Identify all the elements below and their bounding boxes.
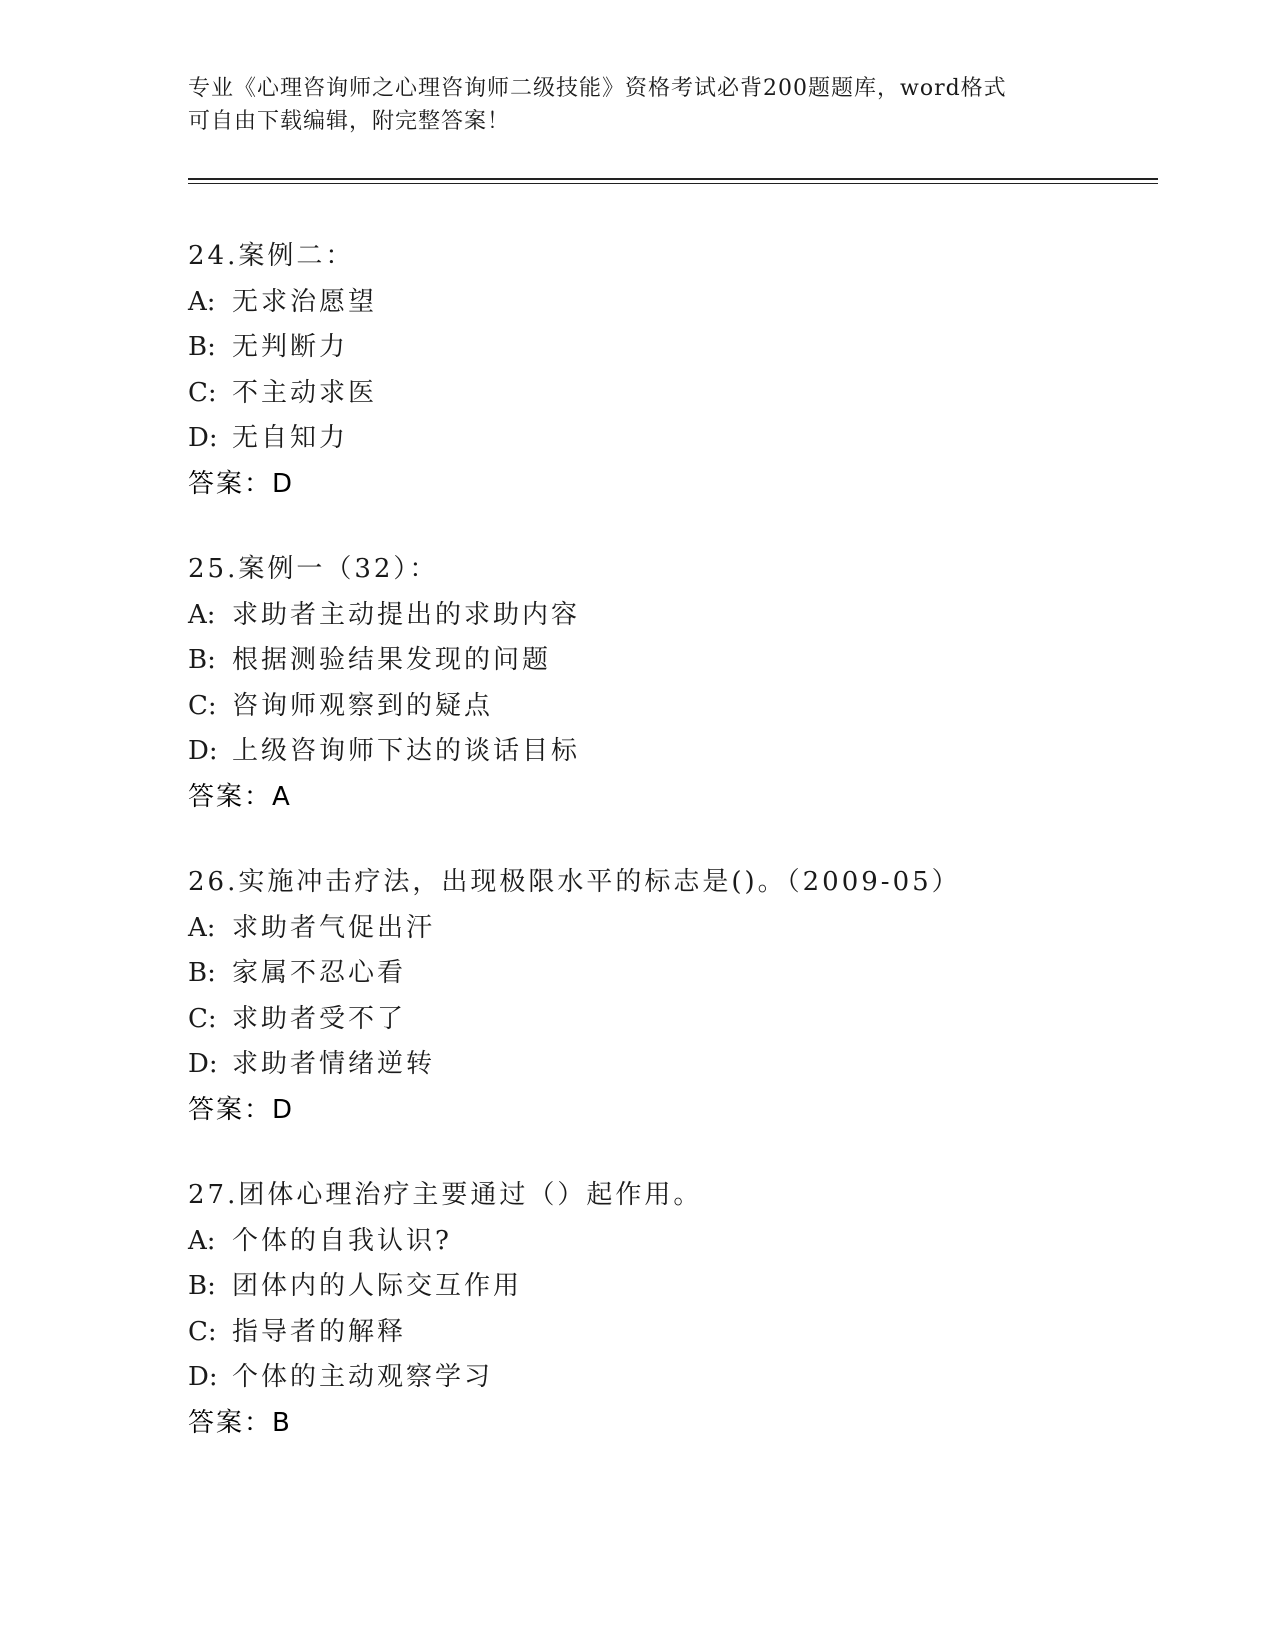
- document-header: [188, 72, 1088, 138]
- option-a: [188, 1219, 1148, 1265]
- answer-line: 答案：D: [188, 1094, 295, 1125]
- header-divider-thick: [188, 178, 1158, 180]
- option-b: [188, 1264, 1148, 1310]
- option-d: [188, 729, 1148, 775]
- option-letter: C:: [188, 377, 217, 408]
- question-list: [188, 234, 1148, 1486]
- option-letter: B:: [188, 958, 216, 988]
- question-27: [188, 1173, 1148, 1446]
- question-stem: 24.案例二：: [188, 241, 355, 271]
- option-text: 团体内的人际交互作用: [232, 1271, 523, 1301]
- answer-line: 答案：B: [188, 1407, 292, 1438]
- option-letter: D:: [188, 1049, 218, 1079]
- option-letter: D:: [188, 1362, 218, 1392]
- option-text: 个体的主动观察学习: [232, 1362, 494, 1392]
- question-25: [188, 547, 1148, 820]
- option-letter: A:: [188, 286, 216, 317]
- option-c: [188, 997, 1148, 1043]
- option-text: 上级咨询师下达的谈话目标: [232, 736, 581, 766]
- option-c: [188, 684, 1148, 730]
- option-letter: C:: [188, 1003, 217, 1034]
- option-text: 家属不忍心看: [232, 958, 407, 988]
- option-b: [188, 638, 1148, 684]
- option-text: 求助者受不了: [232, 1003, 407, 1034]
- option-text: 求助者气促出汗: [232, 912, 436, 943]
- option-text: 无自知力: [232, 423, 349, 453]
- question-24: [188, 234, 1148, 507]
- option-a: [188, 593, 1148, 639]
- header-line-2: 可自由下载编辑，附完整答案！: [188, 109, 511, 134]
- option-text: 根据测验结果发现的问题: [232, 645, 552, 675]
- option-d: [188, 416, 1148, 462]
- option-d: [188, 1355, 1148, 1401]
- question-26: [188, 860, 1148, 1133]
- option-text: 无判断力: [232, 332, 349, 362]
- option-letter: A:: [188, 912, 216, 943]
- option-d: [188, 1042, 1148, 1088]
- option-text: 求助者主动提出的求助内容: [232, 599, 581, 630]
- option-text: 不主动求医: [232, 377, 378, 408]
- option-letter: C:: [188, 690, 217, 721]
- option-text: 指导者的解释: [232, 1316, 407, 1347]
- option-a: [188, 280, 1148, 326]
- option-letter: B:: [188, 332, 216, 362]
- question-stem: 27.团体心理治疗主要通过（）起作用。: [188, 1180, 703, 1210]
- option-b: [188, 951, 1148, 997]
- header-divider-thin: [188, 183, 1158, 184]
- option-letter: B:: [188, 645, 216, 675]
- option-b: [188, 325, 1148, 371]
- option-letter: D:: [188, 423, 218, 453]
- answer-line: 答案：A: [188, 781, 292, 812]
- option-a: [188, 906, 1148, 952]
- option-text: 个体的自我认识?: [232, 1225, 452, 1256]
- header-line-1: 专业《心理咨询师之心理咨询师二级技能》资格考试必背200题题库，word格式: [188, 76, 1007, 101]
- question-stem: 26.实施冲击疗法，出现极限水平的标志是()。（2009-05）: [188, 867, 961, 897]
- option-text: 咨询师观察到的疑点: [232, 690, 494, 721]
- option-letter: C:: [188, 1316, 217, 1347]
- option-letter: B:: [188, 1271, 216, 1301]
- question-stem: 25.案例一（32）：: [188, 554, 439, 584]
- option-c: [188, 371, 1148, 417]
- option-text: 无求治愿望: [232, 286, 378, 317]
- option-letter: A:: [188, 1225, 216, 1256]
- option-c: [188, 1310, 1148, 1356]
- option-text: 求助者情绪逆转: [232, 1049, 436, 1079]
- answer-line: 答案：D: [188, 468, 295, 499]
- option-letter: A:: [188, 599, 216, 630]
- option-letter: D:: [188, 736, 218, 766]
